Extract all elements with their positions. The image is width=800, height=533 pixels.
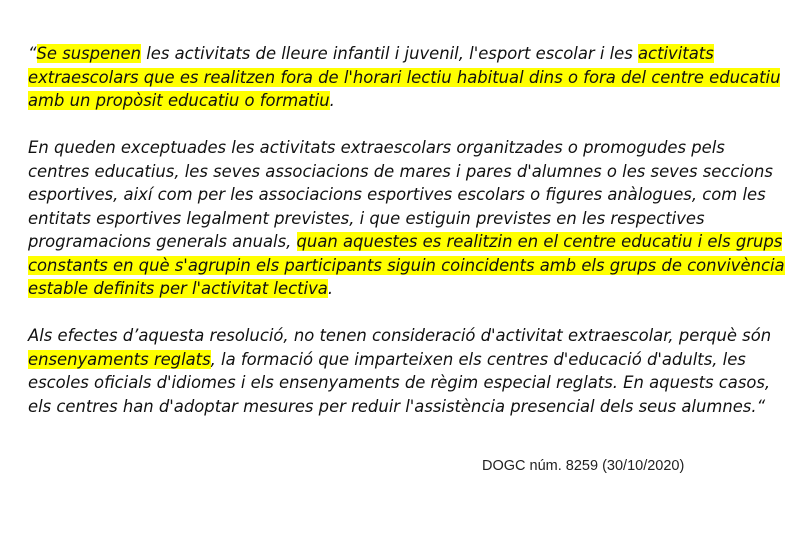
quoted-resolution-text — [28, 42, 788, 442]
highlight-ensenyaments-reglats: ensenyaments reglats — [28, 349, 211, 369]
paragraph-suspension — [28, 42, 788, 113]
source-citation: DOGC núm. 8259 (30/10/2020) — [482, 458, 685, 474]
closing-quote-mark: “ — [756, 396, 766, 416]
paragraph-text: , la formació que imparteixen els centres d'educació d'adults, les escoles oficials d'idiomes i els ensenyaments de règim especial reglats. En aquests casos, els centres han d'adoptar mesures per reduir l'assistència presencial dels seus alumnes. — [28, 349, 771, 416]
highlight-stable-groups-condition: quan aquestes es realitzin en el centre educatiu i els grups constants en què s'agrupin els participants siguin coincidents amb els grups de convivència estable definits per l'activitat lectiva — [28, 232, 785, 298]
paragraph-text: Als efectes d’aquesta resolució, no tenen consideració d'activitat extraescolar, perquè són — [28, 326, 772, 345]
paragraph-text: En queden exceptuades les activitats extraescolars organitzades o promogudes pels centres educatius, les seves associacions de mares i pares d'alumnes o les seves seccions esportives, així com per les associacions esportives escolars o figures anàlogues, com les entitats esportives legalment previstes, i que estiguin previstes en les respectives programacions generals anuals, — [28, 138, 773, 251]
paragraph-exceptions — [28, 136, 788, 301]
opening-quote-mark: “ — [28, 44, 37, 63]
paragraph-regulated-education — [28, 324, 788, 418]
paragraph-text: les activitats de lleure infantil i juvenil, l'esport escolar i les — [141, 44, 639, 63]
paragraph-text: . — [327, 279, 334, 298]
paragraph-text: . — [329, 91, 335, 110]
highlight-extracurricular-activities: activitats extraescolars que es realitzen fora de l'horari lectiu habitual dins o fora del centre educatiu amb un propòsit educatiu o formatiu — [28, 44, 781, 110]
highlight-se-suspenen: Se suspenen — [36, 44, 142, 63]
